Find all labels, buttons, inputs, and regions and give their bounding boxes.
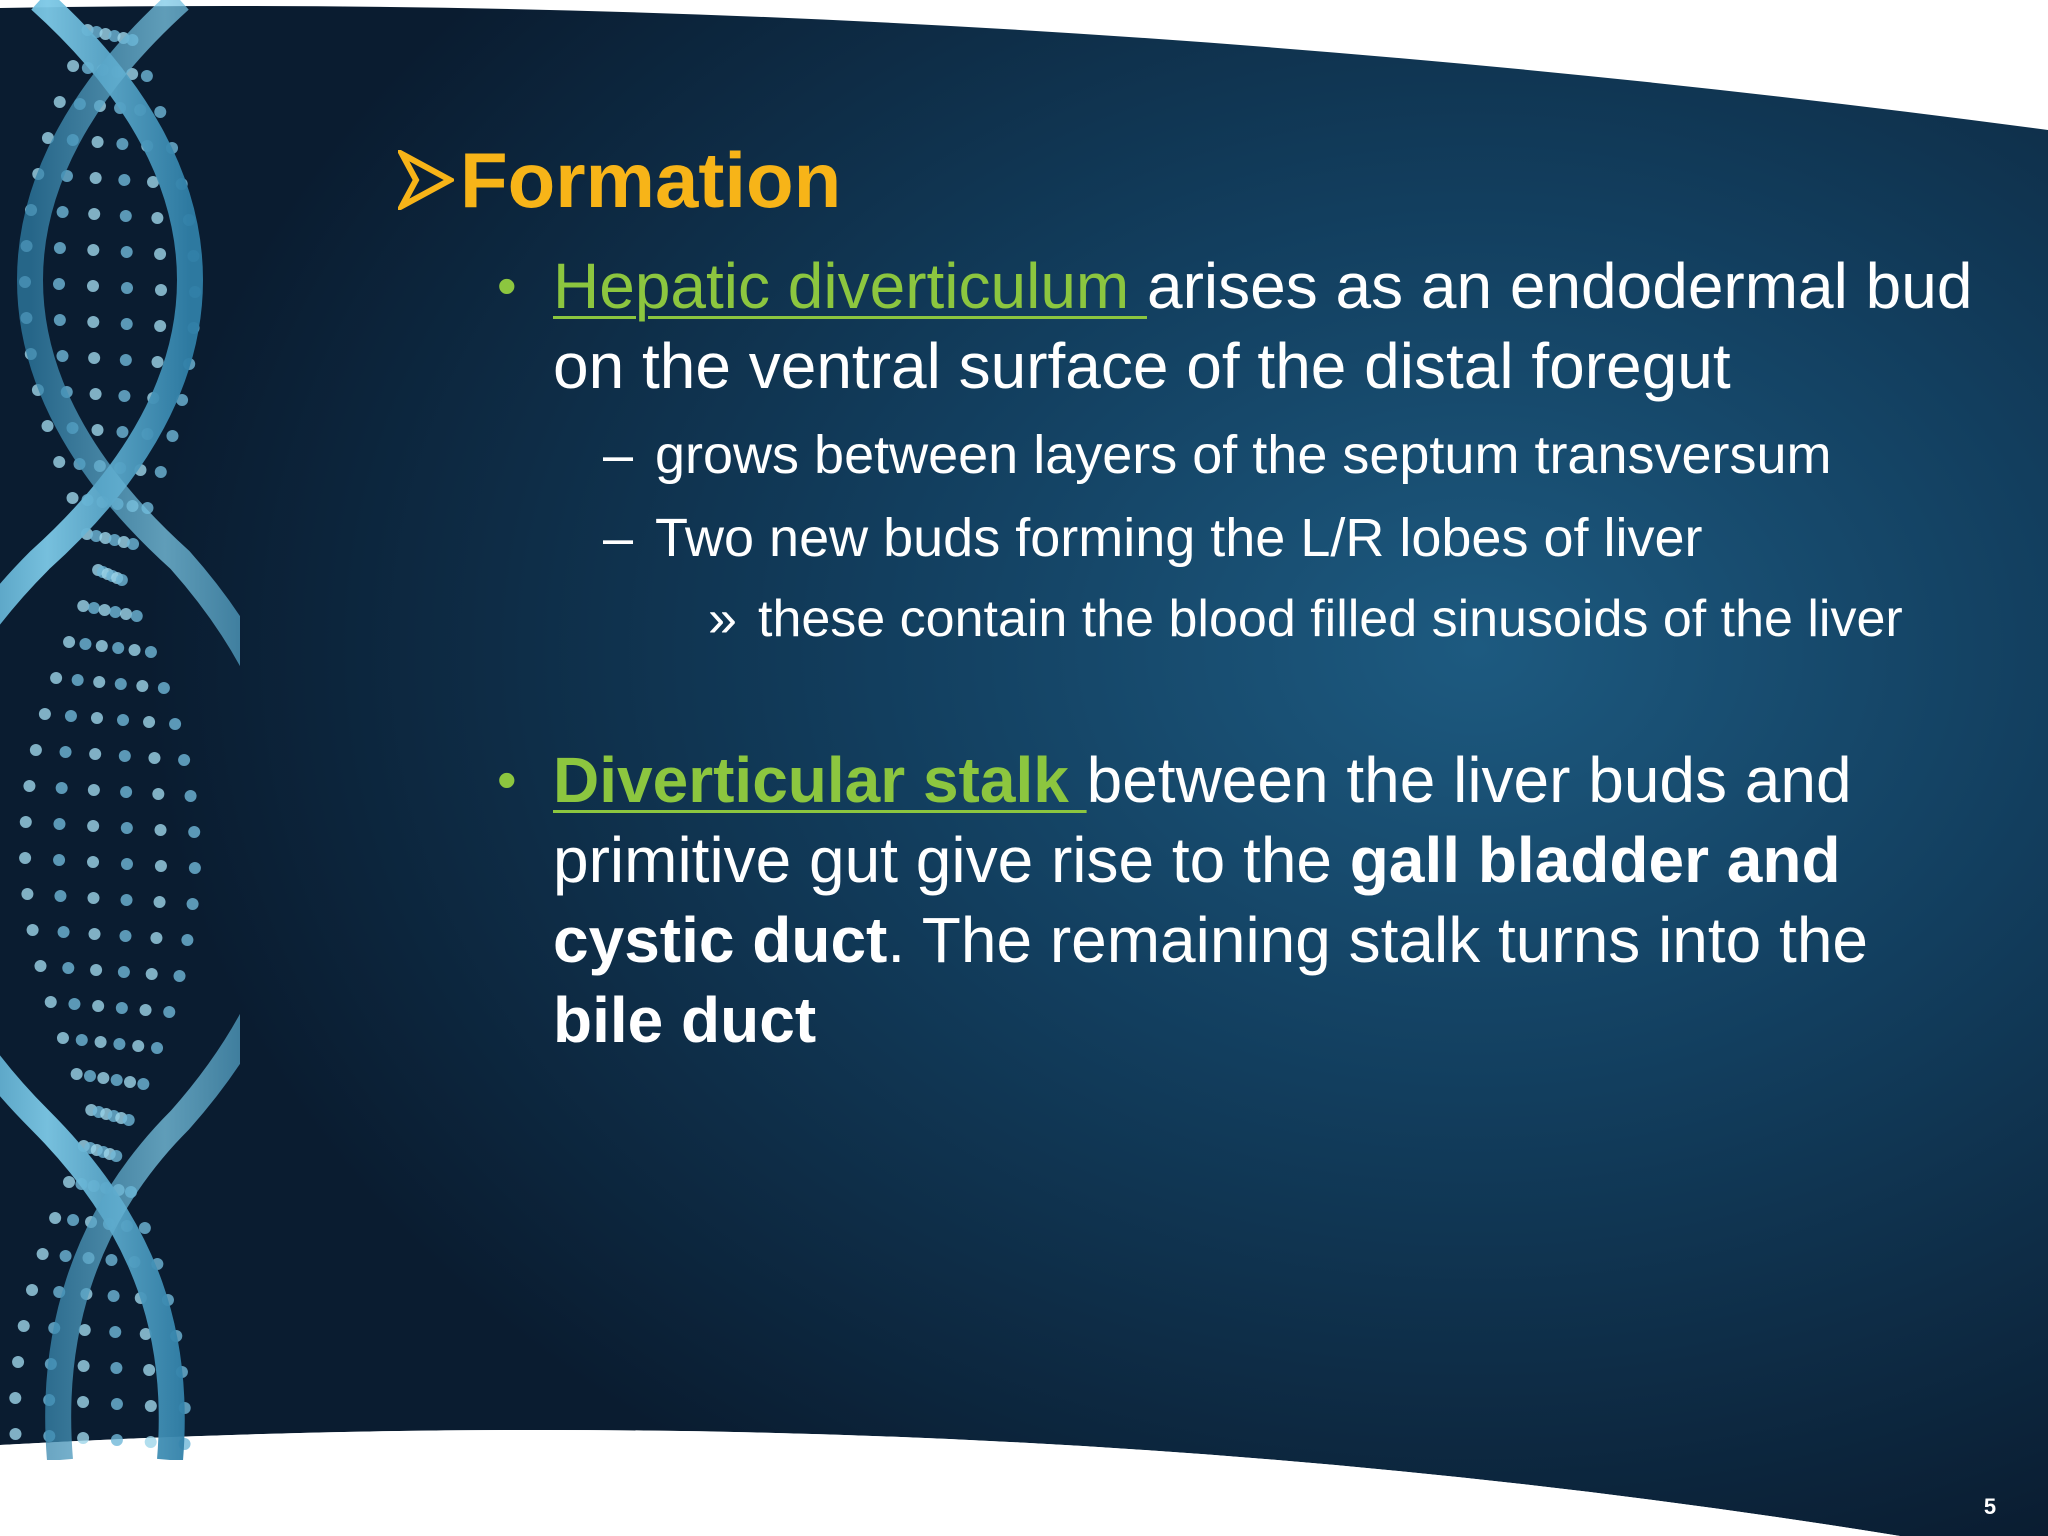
sub-bullet-text: grows between layers of the septum transversum [655, 425, 1832, 485]
bold-text: gall bladder and cystic duct [553, 824, 1841, 976]
diverticular-stalk-link[interactable]: Diverticular stalk [553, 744, 1087, 816]
arrow-bullet-icon [398, 150, 454, 210]
bullet-text: . The remaining stalk turns into the [887, 904, 1868, 976]
bullet-item [497, 740, 1993, 1060]
page-number: 5 [1983, 1494, 1997, 1519]
sub-sub-bullet-item [708, 585, 1918, 653]
bullet-text: arises as an endodermal bud on the ventral surface of the distal foregut [553, 250, 1973, 402]
bold-text: bile duct [553, 984, 817, 1056]
heading-text: Formation [460, 136, 842, 224]
sub-bullet-dash: – [603, 508, 634, 568]
sub-bullet-text: Two new buds forming the L/R lobes of liver [655, 508, 1703, 568]
sub-bullet-item [603, 503, 1995, 573]
sub-bullet-item [603, 420, 1995, 490]
slide-heading [398, 132, 841, 228]
bullet-dot: • [497, 748, 517, 811]
sub-bullet-dash: – [603, 425, 634, 485]
sub-sub-bullet-chevron: » [708, 590, 737, 648]
bullet-dot: • [497, 254, 517, 317]
bullet-text: between the liver buds and primitive gut give rise to the [553, 744, 1852, 896]
sub-sub-bullet-text: these contain the blood filled sinusoids of the liver [758, 590, 1903, 648]
bullet-item [497, 246, 1993, 406]
hepatic-diverticulum-link[interactable]: Hepatic diverticulum [553, 250, 1147, 322]
